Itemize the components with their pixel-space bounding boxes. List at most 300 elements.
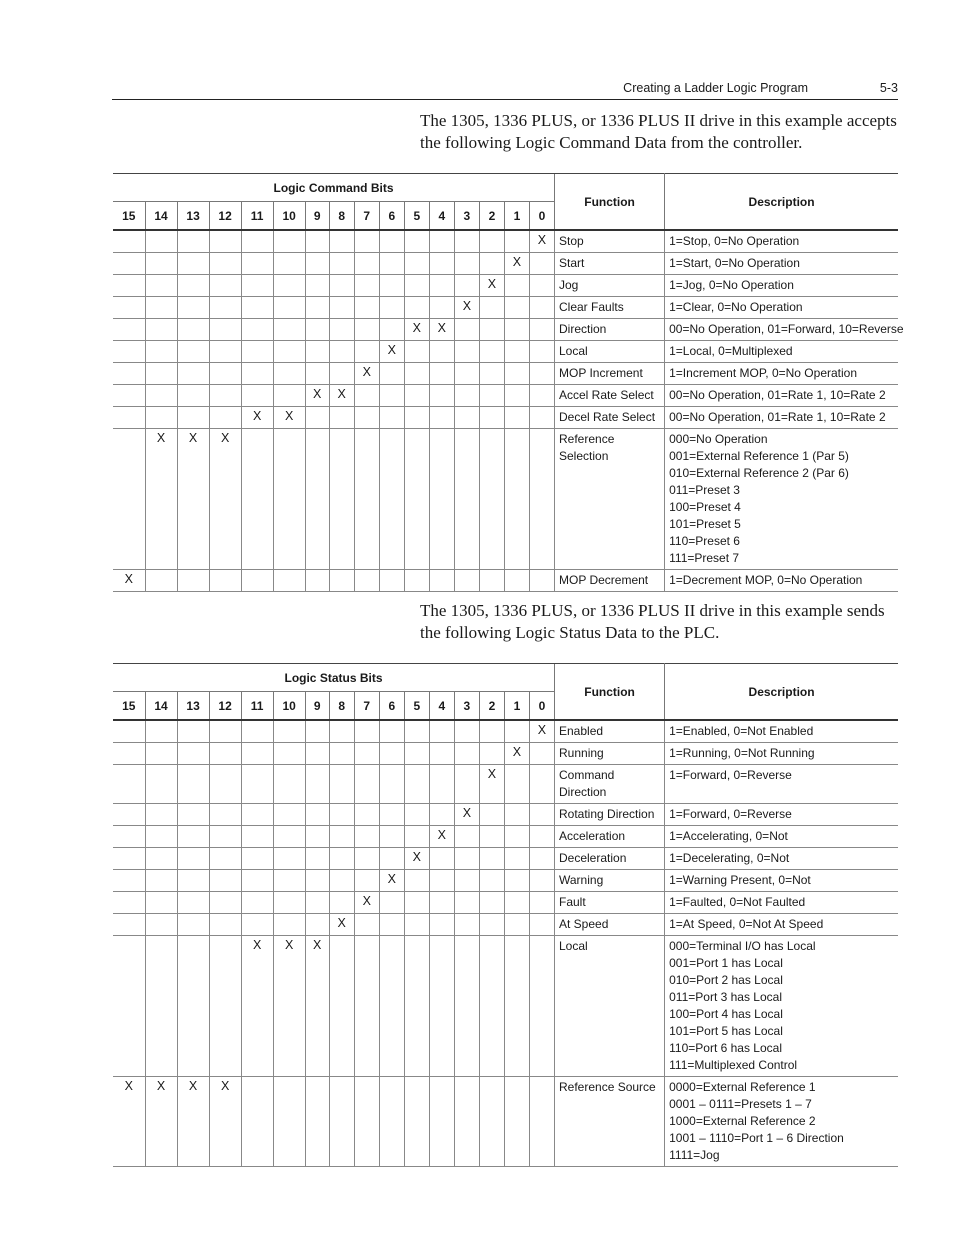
bit-cell-5 xyxy=(404,892,429,914)
table-row xyxy=(113,765,898,804)
description-line: 101=Preset 5 xyxy=(669,517,741,531)
bit-cell-4 xyxy=(429,275,454,297)
bit-cell-12 xyxy=(209,826,241,848)
table-row xyxy=(113,848,898,870)
bit-cell-8: X xyxy=(329,385,354,407)
description-line: 000=Terminal I/O has Local xyxy=(669,939,816,953)
description-line: 1000=External Reference 2 xyxy=(669,1114,816,1128)
description-line: 000=No Operation xyxy=(669,432,768,446)
description-line: 1=Forward, 0=Reverse xyxy=(669,768,792,782)
bit-cell-1 xyxy=(504,826,529,848)
bit-cell-10 xyxy=(273,892,305,914)
bit-cell-14 xyxy=(145,743,177,765)
intro-status-paragraph: The 1305, 1336 PLUS, or 1336 PLUS II drive in this example sends the following Logic Status Data to the PLC. xyxy=(420,601,885,642)
description-cell xyxy=(665,765,898,804)
bit-header-12: 12 xyxy=(209,692,241,721)
bit-cell-4: X xyxy=(429,319,454,341)
bit-cell-6 xyxy=(379,363,404,385)
bit-cell-11 xyxy=(241,253,273,275)
bit-cell-9 xyxy=(305,1077,329,1167)
bit-cell-5 xyxy=(404,570,429,592)
bit-cell-7 xyxy=(354,936,379,1077)
bit-cell-14 xyxy=(145,870,177,892)
bit-cell-7 xyxy=(354,570,379,592)
bit-cell-5 xyxy=(404,914,429,936)
description-cell xyxy=(665,1077,898,1167)
bit-cell-3 xyxy=(454,570,479,592)
bit-cell-3 xyxy=(454,319,479,341)
bit-cell-15 xyxy=(113,804,145,826)
description-cell xyxy=(665,804,898,826)
table-row xyxy=(113,253,898,275)
bit-cell-8 xyxy=(329,570,354,592)
bit-cell-3 xyxy=(454,407,479,429)
bit-cell-5 xyxy=(404,429,429,570)
bit-cell-15 xyxy=(113,297,145,319)
function-cell: Decel Rate Select xyxy=(555,407,665,429)
bit-cell-13 xyxy=(177,297,209,319)
bit-cell-12 xyxy=(209,765,241,804)
function-cell: Running xyxy=(555,743,665,765)
bit-cell-10 xyxy=(273,319,305,341)
bit-cell-2 xyxy=(479,848,504,870)
table-row xyxy=(113,275,898,297)
bit-cell-2 xyxy=(479,826,504,848)
bit-cell-11 xyxy=(241,570,273,592)
bit-cell-3 xyxy=(454,1077,479,1167)
bit-cell-8 xyxy=(329,363,354,385)
bit-header-9: 9 xyxy=(305,692,329,721)
bit-cell-8 xyxy=(329,230,354,253)
bit-header-5: 5 xyxy=(404,692,429,721)
bit-cell-11 xyxy=(241,914,273,936)
bit-cell-8 xyxy=(329,407,354,429)
bit-cell-9 xyxy=(305,720,329,743)
bit-cell-1 xyxy=(504,892,529,914)
table-row xyxy=(113,297,898,319)
bit-cell-15 xyxy=(113,720,145,743)
description-line: 011=Preset 3 xyxy=(669,483,740,497)
bit-cell-10: X xyxy=(273,407,305,429)
bit-cell-12 xyxy=(209,870,241,892)
bit-cell-0 xyxy=(529,826,554,848)
logic-status-table xyxy=(113,663,898,1167)
bit-cell-6 xyxy=(379,765,404,804)
bit-cell-13 xyxy=(177,914,209,936)
bit-cell-6 xyxy=(379,892,404,914)
bit-cell-7 xyxy=(354,319,379,341)
bit-cell-15 xyxy=(113,914,145,936)
bit-cell-6: X xyxy=(379,341,404,363)
bit-cell-4 xyxy=(429,570,454,592)
bit-cell-9 xyxy=(305,804,329,826)
bit-cell-3 xyxy=(454,253,479,275)
bit-cell-11 xyxy=(241,804,273,826)
bit-cell-0 xyxy=(529,892,554,914)
page-number: 5-3 xyxy=(879,81,898,95)
bit-cell-7 xyxy=(354,253,379,275)
bit-cell-2 xyxy=(479,720,504,743)
bit-cell-0 xyxy=(529,385,554,407)
bit-cell-0 xyxy=(529,297,554,319)
bit-cell-4 xyxy=(429,848,454,870)
bit-cell-13 xyxy=(177,319,209,341)
table-row xyxy=(113,429,898,570)
bit-cell-15 xyxy=(113,230,145,253)
bit-cell-9 xyxy=(305,319,329,341)
table-row xyxy=(113,407,898,429)
bit-cell-7 xyxy=(354,341,379,363)
bit-cell-1 xyxy=(504,297,529,319)
bit-cell-11 xyxy=(241,870,273,892)
bit-header-8: 8 xyxy=(329,202,354,231)
description-cell xyxy=(665,385,898,407)
bit-cell-12 xyxy=(209,407,241,429)
bit-cell-14 xyxy=(145,936,177,1077)
bit-cell-10 xyxy=(273,253,305,275)
bit-cell-1 xyxy=(504,230,529,253)
table-row xyxy=(113,385,898,407)
bit-cell-8 xyxy=(329,892,354,914)
bit-cell-13: X xyxy=(177,429,209,570)
bit-cell-10 xyxy=(273,848,305,870)
bit-header-4: 4 xyxy=(429,202,454,231)
bit-cell-3 xyxy=(454,429,479,570)
description-cell xyxy=(665,914,898,936)
bit-cell-8 xyxy=(329,743,354,765)
description-line: 00=No Operation, 01=Rate 1, 10=Rate 2 xyxy=(669,410,886,424)
bit-cell-0 xyxy=(529,319,554,341)
description-cell xyxy=(665,341,898,363)
bit-cell-14 xyxy=(145,230,177,253)
bit-cell-1 xyxy=(504,914,529,936)
bit-cell-5 xyxy=(404,743,429,765)
bit-cell-8 xyxy=(329,870,354,892)
bit-cell-5: X xyxy=(404,319,429,341)
bit-cell-4 xyxy=(429,914,454,936)
bit-cell-5 xyxy=(404,297,429,319)
description-cell xyxy=(665,826,898,848)
bit-cell-14 xyxy=(145,892,177,914)
bit-cell-13 xyxy=(177,385,209,407)
bit-cell-14 xyxy=(145,914,177,936)
bit-cell-10 xyxy=(273,363,305,385)
table-row xyxy=(113,743,898,765)
description-line: 1=Clear, 0=No Operation xyxy=(669,300,803,314)
bit-cell-14 xyxy=(145,253,177,275)
bit-header-6: 6 xyxy=(379,202,404,231)
bit-cell-7 xyxy=(354,230,379,253)
function-cell: Reference Source xyxy=(555,1077,665,1167)
bit-cell-12 xyxy=(209,914,241,936)
bit-cell-14 xyxy=(145,765,177,804)
function-cell: MOP Decrement xyxy=(555,570,665,592)
bit-cell-11 xyxy=(241,743,273,765)
bit-cell-1 xyxy=(504,341,529,363)
bit-cell-1 xyxy=(504,936,529,1077)
bits-group-header: Logic Command Bits xyxy=(113,174,555,202)
bit-cell-5 xyxy=(404,341,429,363)
function-cell: Local xyxy=(555,341,665,363)
bit-cell-10 xyxy=(273,1077,305,1167)
bit-cell-0 xyxy=(529,848,554,870)
bit-cell-12 xyxy=(209,743,241,765)
bit-cell-13 xyxy=(177,826,209,848)
bit-cell-12 xyxy=(209,297,241,319)
bit-cell-8 xyxy=(329,826,354,848)
bit-cell-12 xyxy=(209,570,241,592)
bit-cell-1 xyxy=(504,848,529,870)
bit-cell-3 xyxy=(454,230,479,253)
description-cell xyxy=(665,230,898,253)
description-cell xyxy=(665,892,898,914)
bit-cell-5 xyxy=(404,363,429,385)
bit-cell-11 xyxy=(241,297,273,319)
bit-cell-9 xyxy=(305,429,329,570)
description-line: 110=Port 6 has Local xyxy=(669,1041,782,1055)
bit-cell-11 xyxy=(241,230,273,253)
bit-cell-4: X xyxy=(429,826,454,848)
bit-cell-12 xyxy=(209,275,241,297)
description-header: Description xyxy=(665,174,898,231)
function-cell: Warning xyxy=(555,870,665,892)
bit-cell-3 xyxy=(454,363,479,385)
bit-cell-15 xyxy=(113,936,145,1077)
description-line: 101=Port 5 has Local xyxy=(669,1024,783,1038)
bit-cell-9 xyxy=(305,743,329,765)
bit-header-11: 11 xyxy=(241,692,273,721)
description-line: 110=Preset 6 xyxy=(669,534,740,548)
bit-cell-0 xyxy=(529,743,554,765)
bit-cell-7 xyxy=(354,385,379,407)
description-line: 111=Preset 7 xyxy=(669,551,740,565)
bit-cell-3 xyxy=(454,341,479,363)
bit-cell-2 xyxy=(479,341,504,363)
bit-cell-7 xyxy=(354,826,379,848)
bit-cell-1 xyxy=(504,407,529,429)
table-row xyxy=(113,570,898,592)
bit-cell-3 xyxy=(454,765,479,804)
description-cell xyxy=(665,429,898,570)
bit-cell-15 xyxy=(113,826,145,848)
description-line: 1=Running, 0=Not Running xyxy=(669,746,815,760)
bit-cell-15: X xyxy=(113,570,145,592)
bit-cell-12 xyxy=(209,848,241,870)
function-cell: MOP Increment xyxy=(555,363,665,385)
bit-cell-8 xyxy=(329,936,354,1077)
bits-group-header: Logic Status Bits xyxy=(113,664,555,692)
bit-cell-1 xyxy=(504,275,529,297)
bit-cell-11: X xyxy=(241,936,273,1077)
description-line: 100=Port 4 has Local xyxy=(669,1007,783,1021)
bit-cell-12 xyxy=(209,319,241,341)
bit-cell-7 xyxy=(354,275,379,297)
bit-cell-0: X xyxy=(529,230,554,253)
bit-cell-4 xyxy=(429,743,454,765)
description-cell xyxy=(665,253,898,275)
bit-cell-14 xyxy=(145,804,177,826)
bit-cell-3 xyxy=(454,720,479,743)
bit-cell-5 xyxy=(404,230,429,253)
bit-cell-0 xyxy=(529,936,554,1077)
bit-cell-8 xyxy=(329,1077,354,1167)
bit-cell-5 xyxy=(404,275,429,297)
bit-header-0: 0 xyxy=(529,692,554,721)
bit-cell-8 xyxy=(329,848,354,870)
bit-cell-10 xyxy=(273,826,305,848)
table-row xyxy=(113,363,898,385)
bit-cell-4 xyxy=(429,341,454,363)
bit-cell-2 xyxy=(479,253,504,275)
description-line: 1001 – 1110=Port 1 – 6 Direction xyxy=(669,1131,844,1145)
bit-cell-13 xyxy=(177,407,209,429)
bit-cell-10 xyxy=(273,341,305,363)
function-cell: Stop xyxy=(555,230,665,253)
bit-cell-7: X xyxy=(354,363,379,385)
bit-cell-4 xyxy=(429,765,454,804)
bit-cell-0 xyxy=(529,570,554,592)
function-cell: Command Direction xyxy=(555,765,665,804)
bit-header-6: 6 xyxy=(379,692,404,721)
description-line: 1=Decelerating, 0=Not xyxy=(669,851,790,865)
bit-cell-15 xyxy=(113,363,145,385)
bit-cell-6 xyxy=(379,253,404,275)
bit-cell-14 xyxy=(145,385,177,407)
bit-cell-14 xyxy=(145,570,177,592)
table-row xyxy=(113,319,898,341)
description-line: 1111=Jog xyxy=(669,1148,720,1162)
bit-cell-10 xyxy=(273,570,305,592)
bit-cell-0 xyxy=(529,341,554,363)
bit-cell-1 xyxy=(504,720,529,743)
function-cell: Deceleration xyxy=(555,848,665,870)
intro-command-paragraph: The 1305, 1336 PLUS, or 1336 PLUS II drive in this example accepts the following Logic Command Data from the controller. xyxy=(420,111,897,152)
table-row xyxy=(113,870,898,892)
bit-header-7: 7 xyxy=(354,202,379,231)
bit-cell-13 xyxy=(177,892,209,914)
bit-cell-4 xyxy=(429,936,454,1077)
description-line: 1=Decrement MOP, 0=No Operation xyxy=(669,573,863,587)
description-cell xyxy=(665,570,898,592)
bit-cell-6 xyxy=(379,429,404,570)
bit-cell-13 xyxy=(177,570,209,592)
function-cell: At Speed xyxy=(555,914,665,936)
bit-cell-12 xyxy=(209,936,241,1077)
description-line: 1=Jog, 0=No Operation xyxy=(669,278,794,292)
bit-cell-11 xyxy=(241,429,273,570)
bit-cell-7 xyxy=(354,848,379,870)
table-row xyxy=(113,720,898,743)
bit-cell-11 xyxy=(241,848,273,870)
bit-cell-0 xyxy=(529,429,554,570)
bit-header-1: 1 xyxy=(504,202,529,231)
bit-cell-6 xyxy=(379,804,404,826)
bit-cell-2 xyxy=(479,407,504,429)
bit-cell-10 xyxy=(273,804,305,826)
description-cell xyxy=(665,936,898,1077)
description-line: 1=Local, 0=Multiplexed xyxy=(669,344,793,358)
bit-cell-8 xyxy=(329,765,354,804)
bit-cell-2 xyxy=(479,319,504,341)
description-line: 1=Increment MOP, 0=No Operation xyxy=(669,366,858,380)
header-title: Creating a Ladder Logic Program xyxy=(623,81,808,95)
bit-cell-13 xyxy=(177,363,209,385)
bit-cell-3 xyxy=(454,826,479,848)
bit-cell-10 xyxy=(273,720,305,743)
description-line: 011=Port 3 has Local xyxy=(669,990,782,1004)
bit-cell-15 xyxy=(113,253,145,275)
description-line: 00=No Operation, 01=Rate 1, 10=Rate 2 xyxy=(669,388,886,402)
bit-cell-2 xyxy=(479,743,504,765)
bit-cell-10 xyxy=(273,230,305,253)
description-cell xyxy=(665,870,898,892)
function-cell: Acceleration xyxy=(555,826,665,848)
bit-cell-2: X xyxy=(479,275,504,297)
bit-cell-9 xyxy=(305,570,329,592)
bit-header-14: 14 xyxy=(145,202,177,231)
bit-cell-13: X xyxy=(177,1077,209,1167)
table-row xyxy=(113,936,898,1077)
bit-cell-1 xyxy=(504,765,529,804)
bit-cell-5 xyxy=(404,385,429,407)
bit-cell-14: X xyxy=(145,1077,177,1167)
bit-cell-12 xyxy=(209,804,241,826)
function-cell: Accel Rate Select xyxy=(555,385,665,407)
bit-cell-0 xyxy=(529,914,554,936)
bit-cell-9: X xyxy=(305,936,329,1077)
description-cell xyxy=(665,297,898,319)
bit-header-11: 11 xyxy=(241,202,273,231)
bit-header-10: 10 xyxy=(273,202,305,231)
bit-cell-9 xyxy=(305,914,329,936)
bit-cell-11 xyxy=(241,341,273,363)
function-cell: Local xyxy=(555,936,665,1077)
description-line: 001=External Reference 1 (Par 5) xyxy=(669,449,849,463)
bit-cell-15: X xyxy=(113,1077,145,1167)
bit-cell-6 xyxy=(379,385,404,407)
bit-cell-0 xyxy=(529,765,554,804)
bit-cell-9 xyxy=(305,892,329,914)
bit-cell-6 xyxy=(379,297,404,319)
bit-cell-3 xyxy=(454,848,479,870)
bit-cell-4 xyxy=(429,230,454,253)
bit-cell-11 xyxy=(241,319,273,341)
bit-cell-11 xyxy=(241,765,273,804)
bit-cell-14 xyxy=(145,363,177,385)
bit-cell-4 xyxy=(429,297,454,319)
table-row xyxy=(113,341,898,363)
bit-cell-0 xyxy=(529,275,554,297)
description-line: 0000=External Reference 1 xyxy=(669,1080,816,1094)
bit-cell-10 xyxy=(273,870,305,892)
table-row xyxy=(113,914,898,936)
bit-header-0: 0 xyxy=(529,202,554,231)
function-header: Function xyxy=(555,664,665,721)
bit-cell-5 xyxy=(404,1077,429,1167)
bit-cell-4 xyxy=(429,1077,454,1167)
table-row xyxy=(113,230,898,253)
bit-cell-2 xyxy=(479,870,504,892)
bit-cell-9 xyxy=(305,826,329,848)
bit-cell-10 xyxy=(273,275,305,297)
bit-cell-3 xyxy=(454,936,479,1077)
bit-cell-10 xyxy=(273,765,305,804)
bit-header-8: 8 xyxy=(329,692,354,721)
bit-cell-12 xyxy=(209,341,241,363)
bit-cell-13 xyxy=(177,936,209,1077)
bit-cell-5 xyxy=(404,765,429,804)
bit-cell-9 xyxy=(305,275,329,297)
